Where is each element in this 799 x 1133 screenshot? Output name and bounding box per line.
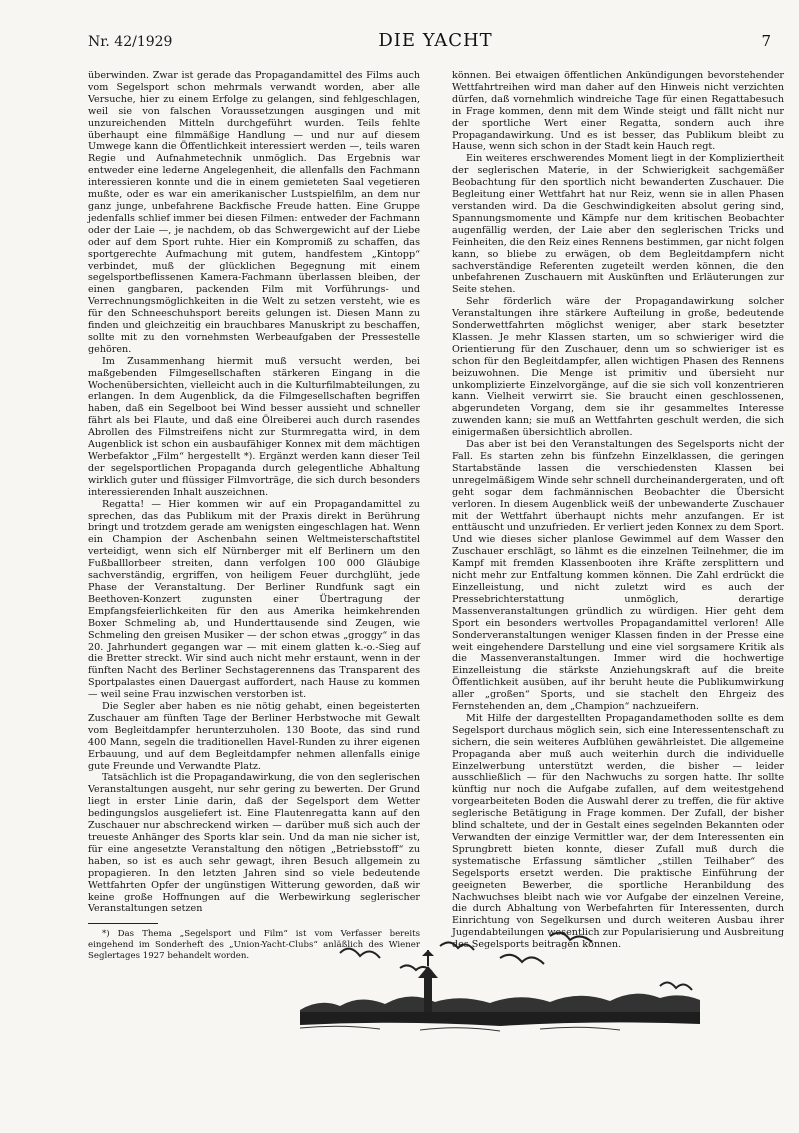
paragraph: Im Zusammenhang hiermit muß versucht werden, bei maßgebenden Filmgesellschaften stärkeren Eingang in die Wochenübersichten, vielleicht auch in die Kulturfilmabteilungen, zu erlangen. In dem Augenblick, da die Filmgesellschaften begriffen haben, daß ein Segelboot bei Wind besser aussieht und schneller fährt als bei Flaute, und daß eine Ölreiberei auch durch rasendes Abrollen des Filmstreifens nicht zur Sturmregatta wird, in dem Augenblick ist schon ein ausbaufähiger Konnex mit dem mächtigen Werbefaktor „Film“ hergestellt *). Ergänzt werden kann dieser Teil der segelsportlichen Propaganda durch gelegentliche Abhaltung wirklich guter und flüssiger Filmvorträge, die sich durch besonders interessierenden Inhalt auszeichnen. — [88, 355, 420, 498]
paragraph: Ein weiteres erschwerendes Moment liegt in der Kompliziertheit der seglerischen Materie, in der Schwierigkeit sachgemäßer Beobachtung für den sportlich nicht bewanderten Zuschauer. Die Begleitung einer Wettfahrt hat nur Reiz, wenn sie in allen Phasen verstanden wird. Da die Geschwindigkeiten absolut gering sind, Spannungsmomente und Kämpfe nur dem kritischen Beobachter augenfällig werden, der Laie aber den seglerischen Tricks und Feinheiten, die den Reiz eines Rennens bestimmen, gar nicht folgen kann, so bliebe zu erwägen, ob dem Begleitdampfern nicht sachverständige Referenten zugeteilt werden können, die den unbefahrenen Zuschauern mit Auskünften und Erläuterungen zur Seite stehen. — [452, 153, 784, 296]
mountain-range — [300, 994, 700, 1012]
paragraph: können. Bei etwaigen öffentlichen Ankündigungen bevorstehender Wettfahrtreihen wird man daher auf den Hinweis nicht verzichten dürfen, daß vornehmlich windreiche Tage für einen Regattabesuch in Frage kommen, denn mit dem Winde steigt und fällt nicht nur der sportliche Wert einer Regatta, sondern auch ihre Propagandawirkung. Und es ist besser, das Publikum bleibt zu Hause, wenn sich schon in der Stadt kein Hauch regt. — [452, 70, 784, 153]
page-number: 7 — [761, 32, 771, 50]
seagull-icon — [440, 942, 474, 950]
paragraph: Tatsächlich ist die Propagandawirkung, die von den seglerischen Veranstaltungen ausgeht, nur sehr gering zu bewerten. Der Grund liegt in erster Linie darin, daß der Segelsport dem Wetter bedingungslos ausgeliefert ist. Eine Flautenregatta kann auf den Zuschauer nur abschreckend wirken — darüber muß sich auch der treueste Anhänger des Sports klar sein. Und da man nie sicher ist, für eine angesetzte Veranstaltung den nötigen „Betriebsstoff“ zu haben, so ist es auch sehr gewagt, ihren Besuch allgemein zu propagieren. In den letzten Jahren sind so viele bedeutende Wettfahrten Opfer der ungünstigen Witterung geworden, daß wir keine große Hoffnungen auf die Werbewirkung seglerischer Veranstaltungen setzen — [88, 772, 420, 915]
wave-lines — [300, 1026, 620, 1031]
magazine-title: DIE YACHT — [378, 30, 493, 51]
right-column — [452, 70, 784, 951]
page-header — [88, 30, 783, 52]
seascape-vignette — [300, 928, 700, 1038]
paragraph: überwinden. Zwar ist gerade das Propagandamittel des Films auch vom Segelsport schon mehrmals verwandt worden, aber alle Versuche, hier zu einem Erfolge zu gelangen, sind fehlgeschlagen, weil sie von falschen Voraussetzungen ausgingen und mit unzureichenden Mitteln durchgeführt wurden. Teils fehlte überhaupt eine filmmäßige Handlung — und nur auf diesem Umwege kann die Öffentlichkeit interessiert werden —, teils waren Regie und Aufnahmetechnik unmöglich. Das Ergebnis war entweder eine lederne Angelegenheit, die allenfalls den Fachmann interessieren konnte und die in einem gemieteten Saal vegetieren mußte, oder es war ein amerikanischer Lustspielfilm, an dem nur ganz junge, unbefahrene Backfische Freude hatten. Eine Gruppe jedenfalls schlief immer bei diesen Filmen: entweder der Fachmann oder der Laie —, je nachdem, ob das Schwergewicht auf der Liebe oder auf dem Sport ruhte. Hier ein Kompromiß zu schaffen, das sportgerechte Aufmachung mit gutem, handfestem „Kintopp“ verbindet, muß der glücklichen Begegnung mit einem segelsportbeflissenen Kamera-Fachmann überlassen bleiben, der einen gangbaren, packenden Film mit Vorführungs- und Verrechnungsmöglichkeiten in die Welt zu setzen versteht, wie es für den Schneeschuhsport bereits gelungen ist. Diesen Mann zu finden und gleichzeitig ein brauchbares Manuskript zu beschaffen, sollte mit zu den vornehmsten Werbeaufgaben der Pressestelle gehören. — [88, 70, 420, 355]
paragraph: Mit Hilfe der dargestellten Propagandamethoden sollte es dem Segelsport durchaus möglich sein, sich eine Interessentenschaft zu sichern, die sein weiteres Aufblühen gewährleistet. Die allgemeine Propaganda aber muß auch weiterhin durch die individuelle Einzelwerbung unterstützt werden, die bisher — leider ausschließlich — für den Nachwuchs zu sorgen hatte. Ihr sollte künftig nur noch die Aufgabe zufallen, auf dem weitestgehend vorgearbeiteten Boden die Auswahl derer zu treffen, die für aktive seglerische Betätigung in Frage kommen. Der Zufall, der bisher blind schaltete, und der in Gestalt eines segelnden Bekannten oder Verwandten der einzige Vermittler war, der dem Interessenten ein Sprungbrett bieten konnte, dieser Zufall muß durch die systematische Erfassung sämtlicher „stillen Teilhaber“ des Segelsports ersetzt werden. Die praktische Einführung der geeigneten Bewerber, die sportliche Heranbildung des Nachwuchses bleibt nach wie vor Aufgabe der einzelnen Vereine, die durch Abhaltung von Werbefahrten für Interessenten, durch Einrichtung von Segelkursen und durch weiteren Ausbau ihrer Jugendabteilungen wesentlich zur Popularisierung und Ausbreitung des Segelsports beitragen können. — [452, 712, 784, 951]
paragraph: Das aber ist bei den Veranstaltungen des Segelsports nicht der Fall. Es starten zehn bis fünfzehn Einzelklassen, die geringen Startabstände lassen die verschiedensten Klassen bei unregelmäßigem Winde sehr schnell durcheinandergeraten, und oft geht sogar dem fachmännischen Beobachter die Übersicht verloren. In diesem Augenblick weiß der unbewanderte Zuschauer mit der Wettfahrt überhaupt nichts mehr anzufangen. Er ist enttäuscht und unzufrieden. Er verliert jeden Konnex zu dem Sport. Und wie dieses sicher planlose Gewimmel auf dem Wasser den Zuschauer erschlägt, so lähmt es die einzelnen Teilnehmer, die im Kampf mit fremden Klassenbooten ihre Kräfte zersplittern und nicht mehr zur Entfaltung kommen können. Die Zahl erdrückt die Einzelleistung, und nicht zuletzt wird es auch der Pressebrichterstattung unmöglich, derartige Massenveranstaltungen gründlich zu würdigen. Hier geht dem Sport ein besonders wertvolles Propagandamittel verloren! Alle Sonderveranstaltungen weniger Klassen finden in der Presse eine weit eingehendere Darstellung und eine viel sorgsamere Kritik als die Massenveranstaltungen. Immer wird die hochwertige Einzelleistung die stärkste Anziehungskraft auf die breite Öffentlichkeit ausüben, auf ihr beruht heute die Publikumwirkung aller „großen“ Sports, und sie stachelt den Ehrgeiz des Fernstehenden an, dem „Champion“ nachzueifern. — [452, 439, 784, 713]
paragraph: Regatta! — Hier kommen wir auf ein Propagandamittel zu sprechen, das das Publikum mit der Praxis direkt in Berührung bringt und trotzdem gerade am wenigsten eingeschlagen hat. Wenn ein Champion der Aschenbahn seinen Weltmeisterschaftstitel verteidigt, wenn sich elf Nürnberger mit elf Berlinern um den Fußballlorbeer streiten, dann verfolgen 100 000 Gläubige sachverständig, ergriffen, von heiligem Feuer durchglüht, jede Phase der Veranstaltung. Der Berliner Rundfunk sagt ein Beethoven-Konzert zugunsten einer Übertragung der Empfangsfeierlichkeiten für den aus Amerika heimkehrenden Boxer Schmeling ab, und Hunderttausende sind Zeugen, wie Schmeling den greisen Musiker — der schon etwas „groggy“ in das 20. Jahrhundert gegangen war — mit einem glatten k.-o.-Sieg auf die Bretter streckt. Wir sind auch nicht mehr erstaunt, wenn in der fünften Nacht des Berliner Sechstagerennens das Transparent des Sportpalastes einen Dauergast auffordert, nach Hause zu kommen — weil seine Frau inzwischen verstorben ist. — [88, 498, 420, 701]
paragraph: Die Segler aber haben es nie nötig gehabt, einen begeisterten Zuschauer am fünften Tage der Berliner Herbstwoche mit Gewalt vom Begleitdampfer herunterzuholen. 130 Boote, das sind rund 400 Mann, segeln die traditionellen Havel-Runden zu ihrer eigenen Erbauung, und auf dem Begleitdampfer nehmen allenfalls einige gute Freunde und Verwandte Platz. — [88, 701, 420, 772]
left-column — [88, 70, 420, 961]
footnote-divider — [88, 923, 158, 924]
seagull-icon — [500, 955, 544, 964]
seagull-icon — [550, 933, 592, 942]
water-band — [300, 1012, 700, 1026]
paragraph: Sehr förderlich wäre der Propagandawirkung solcher Veranstaltungen ihre stärkere Aufteilung in große, bedeutende Sonderwettfahrten möglichst weniger, aber stark besetzter Klassen. Je mehr Klassen starten, um so schwieriger wird die Orientierung für den Zuschauer, denn um so schwieriger ist es schon für den Begleitdampfer, allen wichtigen Phasen des Rennens beizuwohnen. Die Menge ist primitiv und übersieht nur unkomplizierte Einzelvorgänge, auf die sie sich voll konzentrieren kann. Vielheit verwirrt sie. Sie braucht einen geschlossenen, abgerundeten Vorgang, dem sie ihr gesammeltes Interesse zuwenden kann; sie muß an Wettfahrten geschult werden, die sich einigermaßen übersichtlich abrollen. — [452, 296, 784, 439]
seagull-icon — [660, 982, 692, 990]
seagull-icon — [340, 949, 380, 958]
issue-number: Nr. 42/1929 — [88, 34, 173, 50]
footnote: *) Das Thema „Segelsport und Film“ ist vom Verfasser bereits eingehend im Sonderheft des „Union-Yacht-Clubs“ anläßlich des Wiener Seglertages 1927 behandelt worden. — [88, 929, 420, 961]
